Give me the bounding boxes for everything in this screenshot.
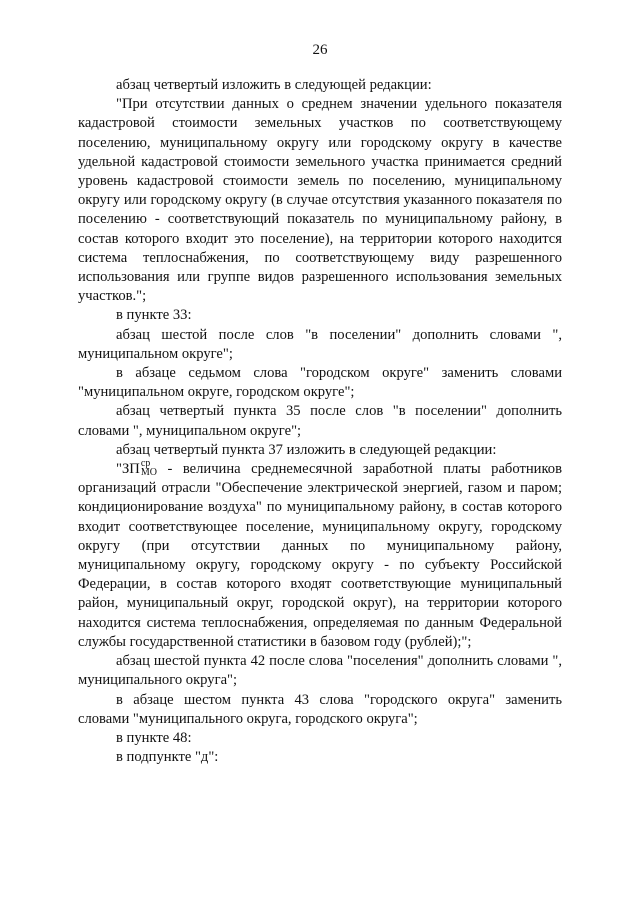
paragraph: в пункте 33: <box>116 307 192 324</box>
paragraph: в абзаце седьмом слова "городском округе" заменить словами "муниципальном округе, городском округе"; <box>78 365 562 401</box>
formula-paragraph <box>78 457 562 652</box>
formula-open-quote: " <box>116 461 122 478</box>
paragraph: в пункте 48: <box>116 729 192 746</box>
paragraph: абзац шестой после слов "в поселении" дополнить словами ", муниципальном округе"; <box>78 326 562 362</box>
formula-symbol <box>116 457 157 478</box>
formula-superscript: ср <box>140 457 151 469</box>
formula-subscript: МО <box>140 466 157 478</box>
paragraph: в абзаце шестом пункта 43 слова "городского округа" заменить словами "муниципального округа, городского округа"; <box>78 691 562 727</box>
paragraph: "При отсутствии данных о среднем значении удельного показателя кадастровой стоимости земельных участков по соответствующему поселению, муниципальному округу или городскому округу в качестве удельной кадастровой стоимости земельного участка принимается средний уровень кадастровой стоимости земель по поселению, муниципальному округу или городскому округу (в случае отсутствия указанного показателя по поселению - соответствующий показатель по муниципальному району, в состав которого входит это поселение), на территории которого находится система теплоснабжения, по соответствующему виду разрешенного использования или группе видов разрешенного использования земельных участков."; <box>78 96 562 305</box>
paragraph: абзац четвертый пункта 37 изложить в следующей редакции: <box>116 441 497 458</box>
paragraph: в подпункте "д": <box>116 749 219 766</box>
document-body <box>78 76 562 767</box>
paragraph: абзац четвертый пункта 35 после слов "в поселении" дополнить словами ", муниципальном округе"; <box>78 403 562 439</box>
page-number: 26 <box>312 42 328 58</box>
paragraph: абзац четвертый изложить в следующей редакции: <box>116 77 432 93</box>
formula-indices <box>141 459 157 477</box>
formula-definition: - величина среднемесячной заработной платы работников организаций отрасли "Обеспечение электрической энергией, газом и паром; кондиционирование воздуха" по муниципальному району, в состав которого входит соответствующее поселение, муниципальному округу, городскому округу (при отсутствии данных по муниципальному району, муниципальному округу, городскому округу - по субъекту Российской Федерации, в состав которого входят соответствующие муниципальный район, муниципальный округ, городской округ), на территории которого находится система теплоснабжения, определяемая по данным Федеральной службы государственной статистики в базовом году (рублей);"; <box>78 461 562 650</box>
formula-symbol-base: ЗП <box>121 461 140 478</box>
paragraph: абзац шестой пункта 42 после слова "поселения" дополнить словами ", муниципального округа"; <box>78 653 562 689</box>
